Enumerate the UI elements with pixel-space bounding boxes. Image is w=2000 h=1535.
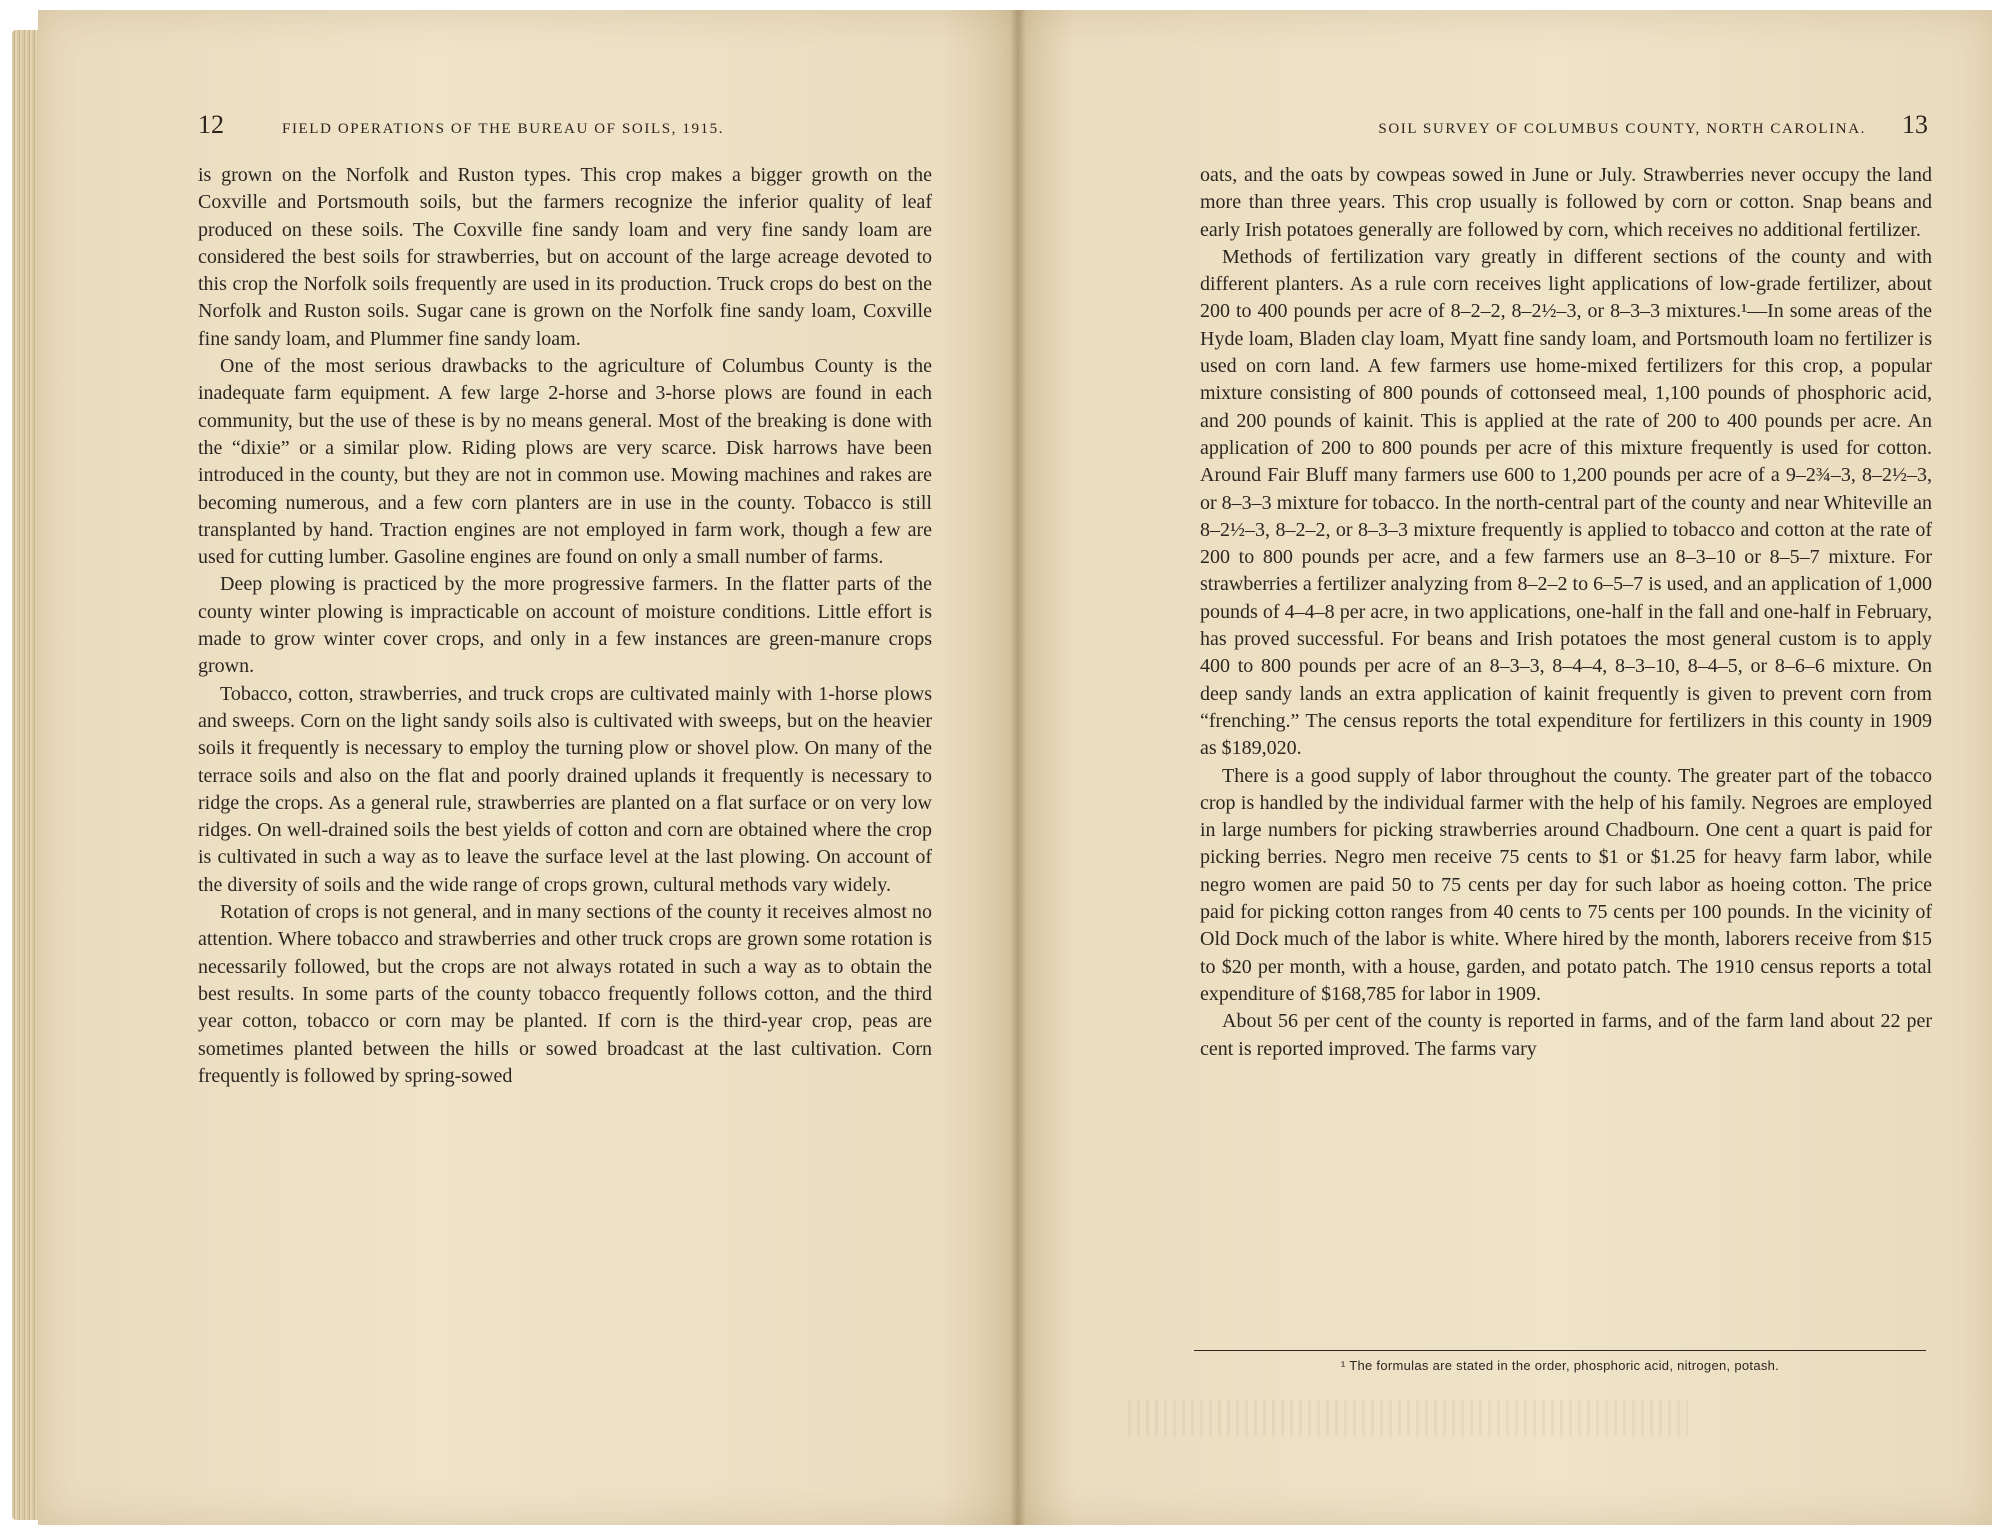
left-page bbox=[38, 10, 1018, 1525]
footnote: ¹ The formulas are stated in the order, phosphoric acid, nitrogen, potash. bbox=[1340, 1358, 1780, 1373]
left-paragraph-5: Rotation of crops is not general, and in many sections of the county it receives almost no attention. Where tobacco and strawberries and other truck crops are grown some rotation is necessarily followed, but the crops are not always rotated in such a way as to obtain the best results. In some parts of the county tobacco frequently follows cotton, and the third year cotton, tobacco or corn may be planted. If corn is the third-year crop, peas are sometimes planted between the hills or sowed broadcast at the last cultivation. Corn frequently is followed by spring-sowed bbox=[198, 901, 932, 1087]
left-running-head bbox=[198, 110, 938, 150]
book-gutter bbox=[1010, 10, 1026, 1525]
right-paragraph-1: oats, and the oats by cowpeas sowed in June or July. Strawberries never occupy the land more than three years. This crop usually is followed by corn or cotton. Snap beans and early Irish potatoes generally are followed by corn, which receives no additional fertilizer. bbox=[1200, 164, 1932, 241]
right-paragraph-4: About 56 per cent of the county is reported in farms, and of the farm land about 22 per cent is reported improved. The farms vary bbox=[1200, 1010, 1932, 1060]
right-running-head-text: SOIL SURVEY OF COLUMBUS COUNTY, NORTH CAROLINA. bbox=[1378, 121, 1866, 137]
left-paragraph-3: Deep plowing is practiced by the more progressive farmers. In the flatter parts of the county winter plowing is impracticable on account of moisture conditions. Little effort is made to grow winter cover crops, and only in a few instances are green-manure crops grown. bbox=[198, 573, 932, 678]
right-running-head bbox=[1188, 110, 1928, 150]
page-number-right: 13 bbox=[1902, 110, 1928, 139]
right-paragraph-2: Methods of fertilization vary greatly in different sections of the county and with different planters. As a rule corn receives light applications of low-grade fertilizer, about 200 to 400 pounds per acre of 8–2–2, 8–2½–3, or 8–3–3 mixtures.¹—In some areas of the Hyde loam, Bladen clay loam, Myatt fine sandy loam, and Portsmouth loam no fertilizer is used on corn land. A few farmers use home-mixed fertilizers for this crop, a popular mixture consisting of 800 pounds of cottonseed meal, 1,100 pounds of phosphoric acid, and 200 pounds of kainit. This is applied at the rate of 200 to 400 pounds per acre. An application of 200 to 800 pounds per acre of this mixture frequently is used for cotton. Around Fair Bluff many farmers use 600 to 1,200 pounds per acre of a 9–2¾–3, 8–2½–3, or 8–3–3 mixture for tobacco. In the north-central part of the county and near Whiteville an 8–2½–3, 8–2–2, or 8–3–3 mixture frequently is applied to tobacco and cotton at the rate of 200 to 800 pounds per acre, and a few farmers use an 8–3–10 or 8–5–7 mixture. For strawberries a fertilizer analyzing from 8–2–2 to 6–5–7 is used, and an application of 1,000 pounds of 4–4–8 per acre, in two applications, one-half in the fall and one-half in February, has proved successful. For beans and Irish potatoes the most general custom is to apply 400 to 800 pounds per acre of an 8–3–3, 8–4–4, 8–3–10, 8–4–5, or 8–6–6 mixture. On deep sandy lands an extra application of kainit frequently is given to prevent corn from “frenching.” The census reports the total expenditure for fertilizers in this county in 1909 as $189,020. bbox=[1200, 245, 1932, 760]
left-page-body bbox=[198, 162, 932, 1090]
page-number-left: 12 bbox=[198, 110, 224, 139]
left-running-head-text: FIELD OPERATIONS OF THE BUREAU OF SOILS, 1915. bbox=[282, 121, 725, 137]
right-page bbox=[1018, 10, 1992, 1525]
left-paragraph-2: One of the most serious drawbacks to the agriculture of Columbus County is the inadequate farm equipment. A few large 2-horse and 3-horse plows are found in each community, but the use of these is by no means general. Most of the breaking is done with the “dixie” or a similar plow. Riding plows are very scarce. Disk harrows have been introduced in the county, but they are not in common use. Mowing machines and rakes are becoming numerous, and a few corn planters are in use in the county. Tobacco is still transplanted by hand. Traction engines are not employed in farm work, though a few are used for cutting lumber. Gasoline engines are found on only a small number of farms. bbox=[198, 355, 932, 569]
show-through-bleed bbox=[1128, 1400, 1688, 1436]
right-page-body bbox=[1200, 162, 1932, 1063]
footnote-rule bbox=[1194, 1350, 1926, 1351]
book-spread bbox=[12, 10, 1992, 1525]
right-paragraph-3: There is a good supply of labor throughout the county. The greater part of the tobacco crop is handled by the individual farmer with the help of his family. Negroes are employed in large numbers for picking strawberries around Chadbourn. One cent a quart is paid for picking berries. Negro men receive 75 cents to $1 or $1.25 for heavy farm labor, while negro women are paid 50 to 75 cents per day for such labor as hoeing cotton. The price paid for picking cotton ranges from 40 cents to 75 cents per 100 pounds. In the vicinity of Old Dock much of the labor is white. Where hired by the month, laborers receive from $15 to $20 per month, with a house, garden, and potato patch. The 1910 census reports a total expenditure of $168,785 for labor in 1909. bbox=[1200, 764, 1932, 1005]
left-paragraph-4: Tobacco, cotton, strawberries, and truck crops are cultivated mainly with 1-horse plows and sweeps. Corn on the light sandy soils also is cultivated with sweeps, but on the heavier soils it frequently is necessary to employ the turning plow or shovel plow. On many of the terrace soils and also on the flat and poorly drained uplands it frequently is necessary to ridge the crops. As a general rule, strawberries are planted on a flat surface or on very low ridges. On well-drained soils the best yields of cotton and corn are obtained where the crop is cultivated in such a way as to leave the surface level at the last plowing. On account of the diversity of soils and the wide range of crops grown, cultural methods vary widely. bbox=[198, 682, 932, 896]
left-paragraph-1: is grown on the Norfolk and Ruston types. This crop makes a bigger growth on the Coxville and Portsmouth soils, but the farmers recognize the inferior quality of leaf produced on these soils. The Coxville fine sandy loam and very fine sandy loam are considered the best soils for strawberries, but on account of the large acreage devoted to this crop the Norfolk soils frequently are used in its production. Truck crops do best on the Norfolk and Ruston soils. Sugar cane is grown on the Norfolk fine sandy loam, Coxville fine sandy loam, and Plummer fine sandy loam. bbox=[198, 164, 932, 350]
